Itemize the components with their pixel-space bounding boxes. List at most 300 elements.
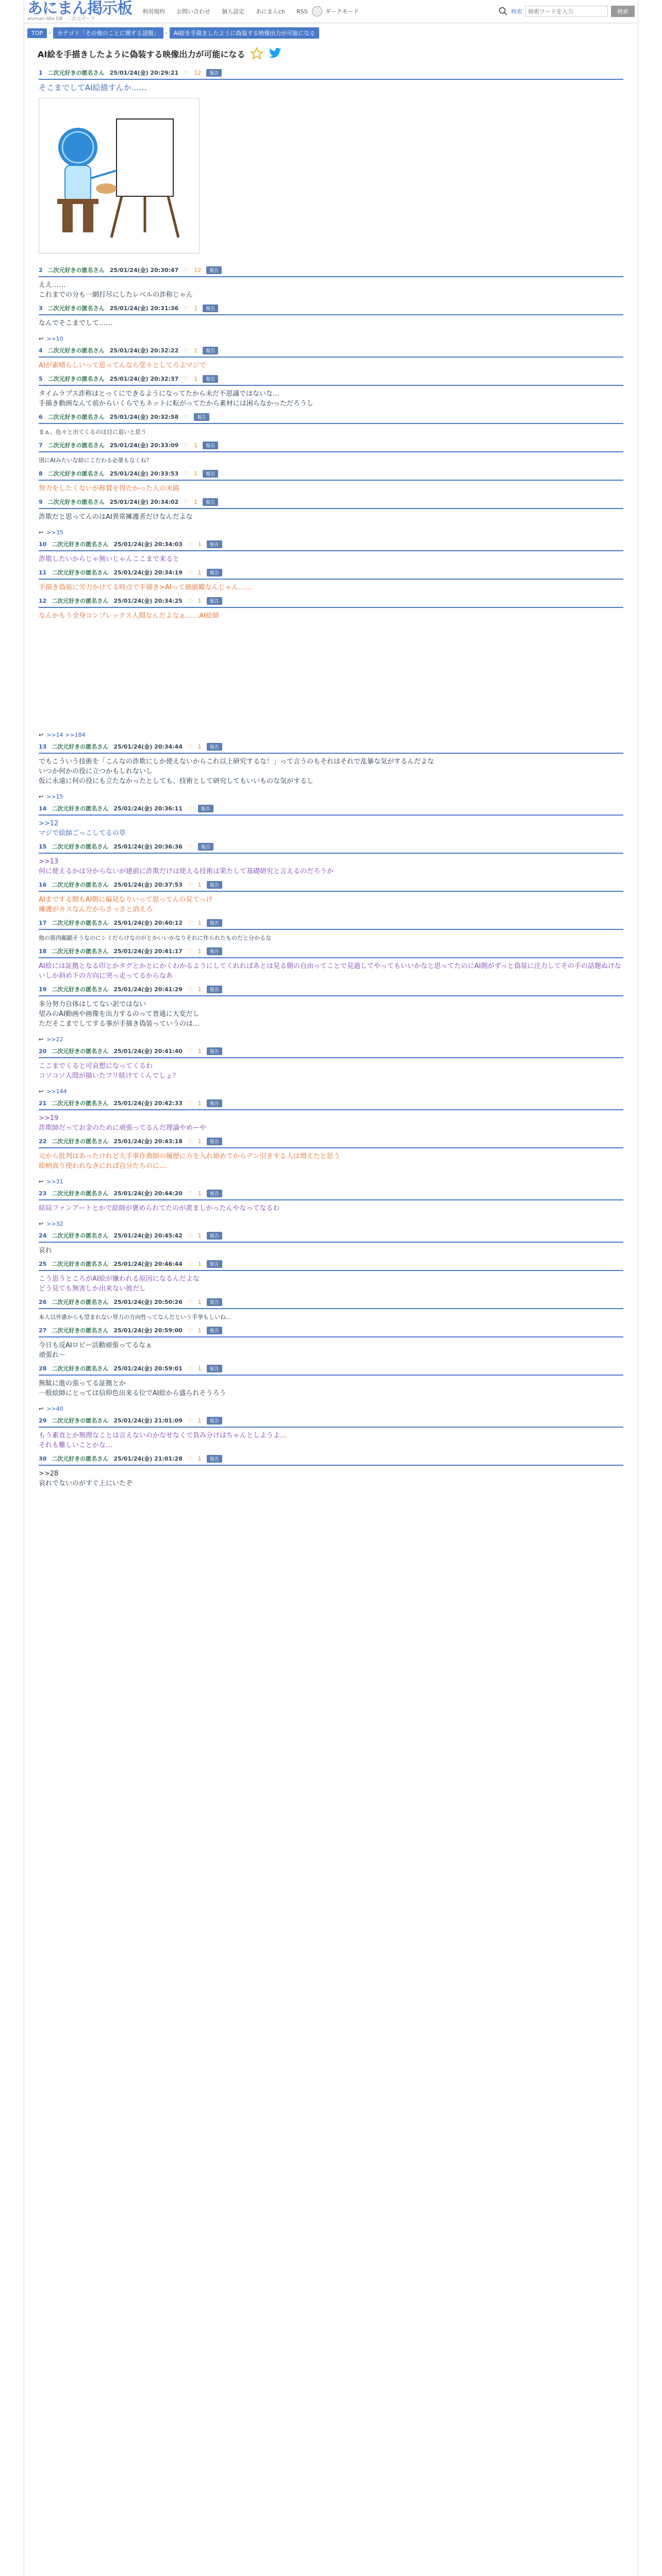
post-number[interactable]: 12 <box>39 597 47 604</box>
heart-icon[interactable]: ♡ <box>187 1232 193 1239</box>
like-count[interactable]: 1 <box>194 304 198 312</box>
search-area <box>499 6 635 17</box>
post <box>24 1099 638 1133</box>
like-count[interactable]: 1 <box>197 1232 202 1239</box>
post-number[interactable]: 19 <box>39 986 47 993</box>
post-body: ええ…… これまでの分も一網打尽にしたレベルの詐称じゃん <box>39 281 193 299</box>
poster-name: 二次元好きの匿名さん <box>52 805 109 812</box>
post-meta <box>39 1047 623 1055</box>
post-date: 25/01/24(金) 20:40:12 <box>113 920 183 926</box>
like-count[interactable]: 1 <box>197 569 202 576</box>
like-count[interactable]: 1 <box>197 1047 202 1055</box>
post-divider <box>39 276 623 277</box>
post-divider <box>39 607 623 608</box>
reply-link[interactable] <box>39 1178 623 1185</box>
like-count[interactable]: 1 <box>197 1455 202 1462</box>
like-count[interactable]: 1 <box>197 743 202 750</box>
reply-arrow-icon: ↩ <box>39 335 44 342</box>
post-body: >>13 何に使えるかは分からないが建前に詐欺だけは使える技術は果たして基礎研究と言えるのだろうか <box>39 858 334 875</box>
post <box>24 742 638 800</box>
poster-name: 二次元好きの匿名さん <box>47 267 105 274</box>
post <box>24 597 638 738</box>
like-count[interactable]: 1 <box>197 1417 202 1424</box>
like-count[interactable]: 1 <box>194 470 198 477</box>
like-count[interactable]: 1 <box>197 1365 202 1372</box>
post-body: 手描き偽装に労力かけてる時点で手描き>AIって価値観なんじゃん…… <box>39 584 252 591</box>
post <box>24 1047 638 1095</box>
post <box>24 441 638 465</box>
like-count[interactable]: 12 <box>194 266 202 274</box>
post <box>24 919 638 943</box>
toggle-icon <box>312 6 322 16</box>
top-nav <box>142 7 308 15</box>
report-button[interactable]: 報告 <box>203 375 218 383</box>
poster-name: 二次元好きの匿名さん <box>52 1327 109 1334</box>
post <box>24 1137 638 1185</box>
post <box>24 985 638 1043</box>
heart-icon[interactable]: ♡ <box>187 1190 193 1197</box>
report-button[interactable]: 報告 <box>207 1232 222 1240</box>
post-meta <box>39 568 623 577</box>
like-count[interactable]: 1 <box>194 347 198 354</box>
heart-icon[interactable]: ♡ <box>184 470 189 477</box>
report-button[interactable]: 報告 <box>203 470 218 478</box>
post-date: 25/01/24(金) 20:59:01 <box>113 1365 183 1372</box>
favorite-star-icon[interactable] <box>250 47 263 60</box>
report-button[interactable]: 報告 <box>206 69 222 77</box>
post <box>24 69 638 256</box>
post-meta <box>39 947 623 955</box>
post-body: まぁ、色々と出てくるのは目に追いと思う <box>39 429 146 435</box>
post-date: 25/01/24(金) 20:29:21 <box>109 70 179 76</box>
post-meta <box>39 1260 623 1268</box>
post <box>24 498 638 536</box>
post-divider <box>39 480 623 481</box>
report-button[interactable]: 報告 <box>207 1047 222 1055</box>
post-date: 25/01/24(金) 20:34:19 <box>113 569 183 576</box>
post-date: 25/01/24(金) 20:42:33 <box>113 1100 183 1107</box>
post-number[interactable]: 11 <box>39 569 47 576</box>
post <box>24 375 638 409</box>
post-number[interactable]: 21 <box>39 1099 47 1107</box>
like-count[interactable]: 1 <box>197 1260 202 1267</box>
heart-icon[interactable]: ♡ <box>187 919 193 926</box>
post-number[interactable]: 7 <box>39 442 43 449</box>
heart-icon[interactable]: ♡ <box>184 442 189 449</box>
like-count[interactable]: 1 <box>197 1327 202 1334</box>
post-meta <box>39 1298 623 1306</box>
post-body: ここまでくると可哀想になってくるわ コソコソ人間が描いたフリ続けてくんでしょ？ <box>39 1062 179 1080</box>
post-date: 25/01/24(金) 20:36:11 <box>113 805 183 812</box>
report-button[interactable]: 報告 <box>207 1190 222 1197</box>
post <box>24 540 638 564</box>
post-body: >>19 詐欺師だってお金のために頑張ってるんだ理論やめーや <box>39 1114 207 1132</box>
post-meta <box>39 375 623 383</box>
poster-name: 二次元好きの匿名さん <box>52 986 109 993</box>
reply-link-text[interactable]: >>15 <box>46 793 63 800</box>
poster-name: 二次元好きの匿名さん <box>52 1417 109 1424</box>
heart-icon[interactable]: ♡ <box>187 1138 193 1145</box>
post-meta <box>39 540 623 548</box>
poster-name: 二次元好きの匿名さん <box>52 569 109 576</box>
post-meta <box>39 1364 623 1372</box>
post-number[interactable]: 27 <box>39 1327 47 1334</box>
post-divider <box>39 550 623 551</box>
post-number[interactable]: 10 <box>39 540 47 548</box>
post <box>24 1364 638 1412</box>
poster-name: 二次元好きの匿名さん <box>52 920 109 926</box>
post-number[interactable]: 13 <box>39 743 47 750</box>
report-button[interactable]: 報告 <box>207 919 222 927</box>
report-button[interactable]: 報告 <box>203 347 218 354</box>
post-divider <box>39 508 623 509</box>
post-number[interactable]: 2 <box>39 266 43 274</box>
like-count[interactable]: 1 <box>197 1298 202 1306</box>
reply-arrow-icon: ↩ <box>39 732 44 738</box>
report-button[interactable]: 報告 <box>207 1365 222 1372</box>
reply-arrow-icon: ↩ <box>39 793 44 800</box>
heart-icon[interactable]: ♡ <box>184 69 189 76</box>
heart-icon[interactable]: ♡ <box>187 986 193 993</box>
poster-name: 二次元好きの匿名さん <box>52 1261 109 1267</box>
twitter-share-icon[interactable] <box>269 48 282 59</box>
post-body: 結局ファンアートとかで絵師が褒められてたのが羨ましかったんやなってなるわ <box>39 1205 280 1212</box>
post <box>24 1416 638 1450</box>
heart-icon[interactable]: ♡ <box>187 1047 193 1055</box>
nav-contact[interactable]: お問い合わせ <box>176 8 210 15</box>
post-divider <box>39 1427 623 1428</box>
poster-name: 二次元好きの匿名さん <box>52 598 109 604</box>
post-body: 詐欺したいからじゃ無いじゃんここまで来ると <box>39 555 180 563</box>
post-number[interactable]: 5 <box>39 375 43 382</box>
post-body: 別にAIみたいな絵にこだわる必要もなくね？ <box>39 457 152 464</box>
post-number[interactable]: 1 <box>39 69 43 76</box>
post <box>24 1454 638 1488</box>
heart-icon[interactable]: ♡ <box>187 1327 193 1334</box>
post-illustration <box>39 98 200 253</box>
poster-name: 二次元好きの匿名さん <box>47 499 105 505</box>
like-count[interactable]: 1 <box>197 919 202 926</box>
post-meta <box>39 597 623 605</box>
post-meta <box>39 1231 623 1240</box>
reply-link[interactable] <box>39 1221 623 1227</box>
post-meta <box>39 1099 623 1107</box>
post <box>24 568 638 592</box>
report-button[interactable]: 報告 <box>198 843 213 851</box>
reply-link-text[interactable]: >>35 <box>46 529 63 536</box>
search-button[interactable]: 検索 <box>611 6 635 17</box>
post-divider <box>39 1109 623 1110</box>
post-date: 25/01/24(金) 20:34:03 <box>113 541 183 548</box>
reply-arrow-icon: ↩ <box>39 1405 44 1412</box>
post-number[interactable]: 14 <box>39 805 47 812</box>
reply-link-text[interactable]: >>22 <box>46 1036 63 1043</box>
heart-icon[interactable]: ♡ <box>187 843 193 850</box>
post-body: でもこういう技術を「こんなの詐欺にしか使えないからこれ以上研究するな！」って言うのもそれはそれで乱暴な気がするんだよな いつか何かの役に立つかもしれないし 仮に永遠に何の役にも立たなかったとしても、技術として研究してもいいものな気がするし <box>39 758 435 785</box>
post-meta <box>39 413 623 421</box>
post <box>24 469 638 494</box>
heart-icon[interactable]: ♡ <box>187 1298 193 1306</box>
report-button[interactable]: 報告 <box>207 743 222 751</box>
report-button[interactable]: 報告 <box>207 540 222 548</box>
post-number[interactable]: 20 <box>39 1047 47 1055</box>
post <box>24 304 638 342</box>
post <box>24 947 638 981</box>
thread-title-row <box>24 43 638 64</box>
post-date: 25/01/24(金) 20:44:20 <box>113 1190 183 1197</box>
report-button[interactable]: 報告 <box>207 569 222 577</box>
search-input[interactable] <box>525 6 608 17</box>
poster-name: 二次元好きの匿名さん <box>47 70 105 76</box>
post-number[interactable]: 3 <box>39 304 43 312</box>
post-date: 25/01/24(金) 20:34:44 <box>113 743 183 750</box>
like-count[interactable]: 1 <box>197 1190 202 1197</box>
post-date: 25/01/24(金) 20:36:36 <box>113 843 183 850</box>
post-date: 25/01/24(金) 20:32:37 <box>109 376 179 382</box>
reply-link[interactable] <box>39 1036 623 1043</box>
dark-mode-toggle[interactable] <box>312 6 359 16</box>
post-meta <box>39 1189 623 1197</box>
post-number[interactable]: 30 <box>39 1455 47 1462</box>
post-date: 25/01/24(金) 20:34:02 <box>109 499 179 505</box>
post-divider <box>39 891 623 892</box>
nav-rss[interactable]: RSS <box>296 8 308 15</box>
post-date: 25/01/24(金) 20:41:29 <box>113 986 183 993</box>
report-button[interactable]: 報告 <box>206 266 222 274</box>
reply-link[interactable] <box>39 1088 623 1095</box>
heart-icon[interactable]: ♡ <box>184 375 189 382</box>
post-meta <box>39 69 623 77</box>
reply-link-text[interactable]: >>40 <box>46 1405 63 1412</box>
post-body: タイムラプス詐称はとっくにできるようになってたから未だ不思議ではないな… 手描き動画なんて前からいくらでもネットに転がってたから素材には困らなかっただろうし <box>39 390 313 408</box>
post-meta <box>39 842 623 851</box>
post-number[interactable]: 4 <box>39 347 43 354</box>
post-meta <box>39 919 623 927</box>
report-button[interactable]: 報告 <box>207 947 222 955</box>
heart-icon[interactable]: ♡ <box>184 266 189 274</box>
like-count[interactable]: 1 <box>194 375 198 382</box>
reply-arrow-icon: ↩ <box>39 1088 44 1095</box>
post-body: >>28 哀れでないのがすぐ上にいたぞ <box>39 1470 133 1487</box>
post-meta <box>39 1416 623 1425</box>
report-button[interactable]: 報告 <box>207 1260 222 1268</box>
heart-icon[interactable]: ♡ <box>187 1099 193 1107</box>
reply-link[interactable] <box>39 529 623 536</box>
post-number[interactable]: 17 <box>39 919 47 926</box>
like-count[interactable]: 1 <box>194 498 198 505</box>
post-date: 25/01/24(金) 20:30:47 <box>109 267 179 274</box>
post-date: 25/01/24(金) 20:45:42 <box>113 1232 183 1239</box>
reply-link-text[interactable]: >>10 <box>46 335 63 342</box>
like-count[interactable]: 1 <box>197 947 202 955</box>
poster-name: 二次元好きの匿名さん <box>47 414 105 420</box>
post-divider <box>39 753 623 754</box>
poster-name: 二次元好きの匿名さん <box>52 1299 109 1306</box>
report-button[interactable]: 報告 <box>207 1099 222 1107</box>
post-number[interactable]: 15 <box>39 843 47 850</box>
post-body: AIが素晴らしいって思ってんなら堂々としてろよマジで <box>39 362 206 369</box>
reply-link[interactable] <box>39 1405 623 1412</box>
poster-name: 二次元好きの匿名さん <box>52 541 109 548</box>
post-body: なんかもう全身コンプレックス人間なんだよなぁ……AI絵師 <box>39 612 219 620</box>
poster-name: 二次元好きの匿名さん <box>47 305 105 312</box>
reply-link[interactable] <box>39 732 623 738</box>
post-body: 多分努力自体はしてない訳ではない 望みのAI動画や画像を出力するのって普通に大変だし ただそこまでしてする事が手描き偽装っていうのは… <box>39 1001 200 1028</box>
reply-arrow-icon: ↩ <box>39 529 44 536</box>
post-date: 25/01/24(金) 20:46:44 <box>113 1261 183 1267</box>
post-number[interactable]: 24 <box>39 1232 47 1239</box>
post-number[interactable]: 29 <box>39 1417 47 1424</box>
post-divider <box>39 1147 623 1148</box>
heart-icon[interactable]: ♡ <box>187 1455 193 1462</box>
post-meta <box>39 1137 623 1145</box>
heart-icon[interactable]: ♡ <box>184 347 189 354</box>
post-divider <box>39 1375 623 1376</box>
report-button[interactable]: 報告 <box>203 498 218 506</box>
post-date: 25/01/24(金) 20:34:25 <box>113 598 183 604</box>
post <box>24 346 638 370</box>
post-meta <box>39 804 623 812</box>
breadcrumb <box>24 23 638 43</box>
report-button[interactable]: 報告 <box>207 881 222 889</box>
heart-icon[interactable]: ♡ <box>187 1365 193 1372</box>
thread-title: AI絵を手描きしたように偽装する映像出力が可能になる <box>38 49 245 59</box>
breadcrumb-top[interactable]: TOP <box>27 28 47 38</box>
report-button[interactable]: 報告 <box>198 805 213 812</box>
report-button[interactable]: 報告 <box>207 1417 222 1425</box>
reply-link-text[interactable]: >>31 <box>46 1178 63 1185</box>
heart-icon[interactable]: ♡ <box>187 597 193 604</box>
post-body: こう思うところがAI絵が嫌われる原因になるんだよな どう見ても無害しか出来ない彼だし <box>39 1275 200 1293</box>
post-meta <box>39 266 623 274</box>
post-number[interactable]: 26 <box>39 1298 47 1306</box>
heart-icon[interactable]: ♡ <box>184 413 189 420</box>
post-number[interactable]: 23 <box>39 1190 47 1197</box>
report-button[interactable]: 報告 <box>194 413 209 421</box>
post-number[interactable]: 25 <box>39 1260 47 1267</box>
like-count[interactable]: 1 <box>194 442 198 449</box>
heart-icon[interactable]: ♡ <box>187 540 193 548</box>
breadcrumb-thread[interactable]: AI絵を手描きしたように偽装する映像出力が可能になる <box>170 27 320 39</box>
heart-icon[interactable]: ♡ <box>187 743 193 750</box>
post-divider <box>39 579 623 580</box>
report-button[interactable]: 報告 <box>207 1138 222 1145</box>
heart-icon[interactable]: ♡ <box>187 805 193 812</box>
post-divider <box>39 79 623 80</box>
reply-link-text[interactable]: >>32 <box>46 1221 63 1227</box>
breadcrumb-separator-icon: › <box>49 30 52 36</box>
poster-name: 二次元好きの匿名さん <box>52 1455 109 1462</box>
like-count[interactable]: 1 <box>197 540 202 548</box>
heart-icon[interactable]: ♡ <box>184 304 189 312</box>
like-count[interactable]: 1 <box>197 1138 202 1145</box>
post-number[interactable]: 6 <box>39 413 43 420</box>
post-number[interactable]: 28 <box>39 1365 47 1372</box>
poster-name: 二次元好きの匿名さん <box>52 1365 109 1372</box>
report-button[interactable]: 報告 <box>207 1298 222 1306</box>
like-count[interactable]: 12 <box>194 69 202 76</box>
nav-terms[interactable]: 利用規約 <box>142 8 165 15</box>
post-number[interactable]: 16 <box>39 881 47 888</box>
search-label: 検索 <box>511 8 522 15</box>
report-button[interactable]: 報告 <box>203 304 218 312</box>
report-button[interactable]: 報告 <box>207 597 222 605</box>
post-meta <box>39 985 623 993</box>
post-number[interactable]: 9 <box>39 498 43 505</box>
poster-name: 二次元好きの匿名さん <box>52 743 109 750</box>
reply-arrow-icon: ↩ <box>39 1036 44 1043</box>
reply-link[interactable] <box>39 335 623 342</box>
post <box>24 842 638 876</box>
poster-name: 二次元好きの匿名さん <box>52 1138 109 1145</box>
heart-icon[interactable]: ♡ <box>187 1417 193 1424</box>
post-body: そこまでしてAI絵描すんか…… <box>39 83 147 92</box>
nav-settings[interactable]: 個人設定 <box>222 8 244 15</box>
nav-animanch[interactable]: あにまんch <box>256 8 286 15</box>
like-count[interactable]: 1 <box>197 597 202 604</box>
post-divider <box>39 1057 623 1058</box>
page <box>24 0 638 2576</box>
post-divider <box>39 1270 623 1271</box>
post <box>24 1189 638 1227</box>
post-date: 25/01/24(金) 20:33:53 <box>109 470 179 477</box>
post <box>24 804 638 838</box>
poster-name: 二次元好きの匿名さん <box>52 1232 109 1239</box>
post-divider <box>39 423 623 424</box>
report-button[interactable]: 報告 <box>207 986 222 993</box>
logo-subtext: animan bbs DB · 二次元ボード <box>27 16 95 22</box>
post <box>24 1231 638 1256</box>
site-logo[interactable] <box>27 1 132 22</box>
report-button[interactable]: 報告 <box>207 1327 222 1334</box>
heart-icon[interactable]: ♡ <box>184 498 189 505</box>
like-count[interactable]: 1 <box>197 1099 202 1107</box>
reply-link[interactable] <box>39 793 623 800</box>
post-meta <box>39 1454 623 1463</box>
post-number[interactable]: 22 <box>39 1138 47 1145</box>
poster-name: 二次元好きの匿名さん <box>52 1190 109 1197</box>
post-number[interactable]: 18 <box>39 947 47 955</box>
post-divider <box>39 929 623 930</box>
post-body: なんでそこまでして…… <box>39 319 113 327</box>
heart-icon[interactable]: ♡ <box>187 881 193 888</box>
post-date: 25/01/24(金) 20:43:18 <box>113 1138 183 1145</box>
post-date: 25/01/24(金) 20:31:36 <box>109 305 179 312</box>
like-count[interactable]: 1 <box>197 986 202 993</box>
poster-name: 二次元好きの匿名さん <box>52 1100 109 1107</box>
post-date: 25/01/24(金) 20:41:17 <box>113 948 183 955</box>
report-button[interactable]: 報告 <box>207 1455 222 1463</box>
post-meta <box>39 742 623 751</box>
post-meta <box>39 441 623 449</box>
breadcrumb-category[interactable]: カテゴリ「その他のことに関する話題」 <box>53 27 163 39</box>
reply-arrow-icon: ↩ <box>39 1178 44 1185</box>
post-body: 元から批判はあったけれど大手事作漁師の履歴に方を入れ始めてからデン引きする人は増えたと思う 絵柄真り使われなきにれば自分たちのに… <box>39 1153 340 1170</box>
post-number[interactable]: 8 <box>39 470 43 477</box>
post-date: 25/01/24(金) 21:01:28 <box>113 1455 183 1462</box>
heart-icon[interactable]: ♡ <box>187 1260 193 1267</box>
reply-link-text[interactable]: >>14 >>184 <box>46 732 86 738</box>
report-button[interactable]: 報告 <box>203 442 218 449</box>
post-body: 哀れ <box>39 1247 53 1255</box>
reply-link-text[interactable]: >>144 <box>46 1088 67 1095</box>
post-divider <box>39 1308 623 1309</box>
heart-icon[interactable]: ♡ <box>187 569 193 576</box>
post <box>24 1298 638 1322</box>
heart-icon[interactable]: ♡ <box>187 947 193 955</box>
like-count[interactable]: 1 <box>197 881 202 888</box>
post-meta <box>39 469 623 478</box>
